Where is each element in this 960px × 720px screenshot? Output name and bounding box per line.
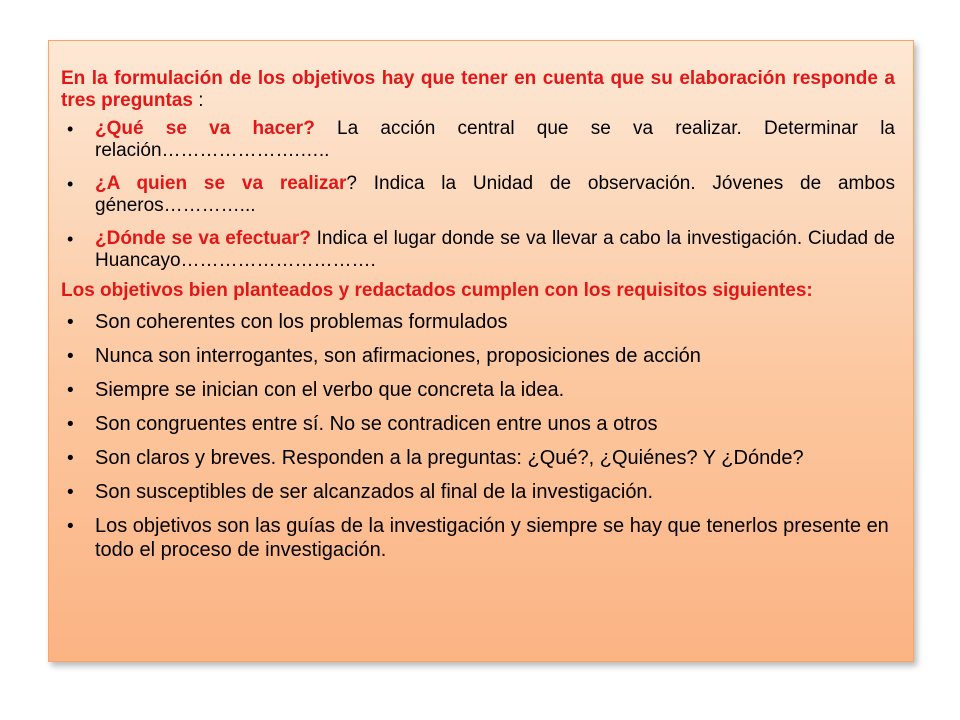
requirement-text: Nunca son interrogantes, son afirmaciones, proposiciones de acción bbox=[95, 345, 701, 367]
bullet-icon: • bbox=[67, 516, 74, 537]
question-label: ¿Qué se va hacer? bbox=[95, 118, 315, 139]
bullet-icon: • bbox=[67, 414, 74, 435]
question-label: ¿A quien se va realizar bbox=[95, 173, 347, 194]
list-item bbox=[61, 118, 895, 162]
list-item bbox=[61, 344, 895, 368]
requirement-text: Son congruentes entre sí. No se contradicen entre unos a otros bbox=[95, 413, 658, 435]
list-item bbox=[61, 310, 895, 334]
requirement-text: Son claros y breves. Responden a la preguntas: ¿Qué?, ¿Quiénes? Y ¿Dónde? bbox=[95, 447, 804, 469]
content-card bbox=[48, 40, 914, 662]
list-item bbox=[61, 412, 895, 436]
questions-list bbox=[61, 118, 895, 272]
question-text: Indica el lugar donde se va llevar a cabo la investigación. Ciudad de Huancayo…………………………. bbox=[95, 228, 895, 271]
question-text: La acción central que se va realizar. Determinar la relación………………….….. bbox=[95, 118, 895, 161]
requirements-list bbox=[61, 310, 895, 562]
list-item bbox=[61, 378, 895, 402]
intro-tail: : bbox=[192, 90, 204, 111]
requirement-text: Los objetivos son las guías de la investigación y siempre se hay que tenerlos presente en todo el proceso de investigación. bbox=[95, 515, 889, 561]
requirements-heading: Los objetivos bien planteados y redactados cumplen con los requisitos siguientes: bbox=[61, 280, 813, 301]
list-item bbox=[61, 514, 895, 562]
bullet-icon: • bbox=[67, 448, 74, 469]
list-item bbox=[61, 480, 895, 504]
list-item bbox=[61, 228, 895, 272]
question-label: ¿Dónde se va efectuar? bbox=[95, 228, 311, 249]
bullet-icon: • bbox=[67, 482, 74, 503]
bullet-icon: • bbox=[67, 119, 74, 139]
list-item bbox=[61, 446, 895, 470]
requirement-text: Siempre se inician con el verbo que concreta la idea. bbox=[95, 379, 565, 401]
list-item bbox=[61, 173, 895, 217]
requirement-text: Son susceptibles de ser alcanzados al final de la investigación. bbox=[95, 481, 654, 503]
bullet-icon: • bbox=[67, 174, 74, 194]
intro-paragraph bbox=[61, 68, 895, 112]
intro-text: En la formulación de los objetivos hay que tener en cuenta que su elaboración responde a tres preguntas bbox=[61, 68, 895, 111]
bullet-icon: • bbox=[67, 229, 74, 249]
question-text: ? Indica la Unidad de observación. Jóvenes de ambos géneros…………... bbox=[95, 173, 896, 216]
requirement-text: Son coherentes con los problemas formulados bbox=[95, 311, 508, 333]
bullet-icon: • bbox=[67, 380, 74, 401]
bullet-icon: • bbox=[67, 346, 74, 367]
bullet-icon: • bbox=[67, 312, 74, 333]
